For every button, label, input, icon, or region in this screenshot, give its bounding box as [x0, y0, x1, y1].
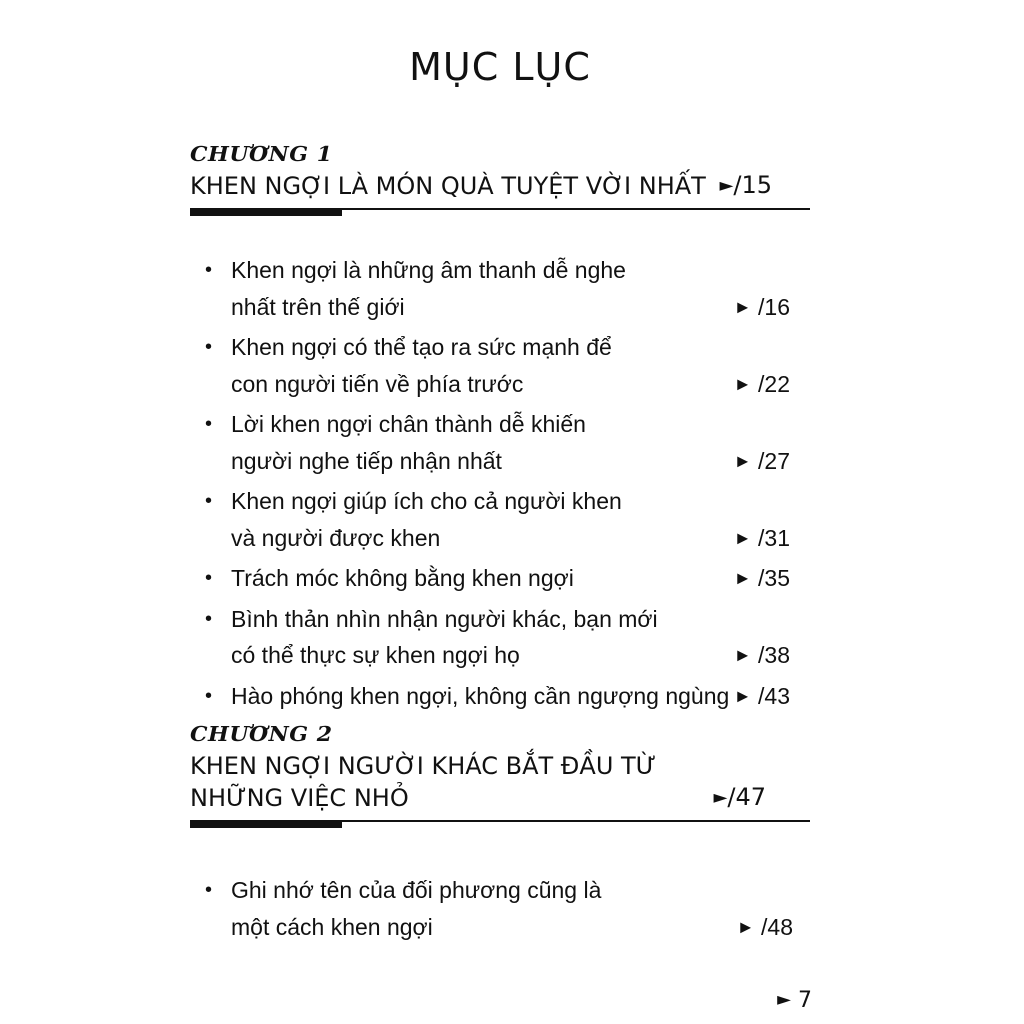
- entry-page-number: /31: [758, 524, 790, 551]
- arrow-right-icon: ►: [736, 916, 755, 937]
- bullet-icon: •: [205, 607, 213, 630]
- chapter-2-entries: [205, 872, 805, 945]
- chapter-title: [190, 170, 810, 202]
- chapter-title: [190, 750, 810, 814]
- toc-entry[interactable]: [205, 329, 805, 402]
- page-number: 7: [798, 988, 812, 1013]
- chapter-title-line: KHEN NGỢI LÀ MÓN QUÀ TUYỆT VỜI NHẤT: [190, 172, 706, 200]
- arrow-right-icon: ►: [733, 685, 752, 706]
- arrow-right-icon: ►: [719, 175, 734, 196]
- chapter-divider: [190, 206, 810, 216]
- chapter-2-heading: [190, 720, 810, 828]
- entry-page-ref: [734, 520, 790, 557]
- bullet-icon: •: [205, 336, 213, 358]
- entry-page-number: /27: [758, 447, 790, 474]
- divider-thick-bar: [190, 208, 342, 216]
- toc-entry[interactable]: [205, 560, 805, 597]
- bullet-icon: •: [205, 413, 213, 435]
- arrow-right-icon: ►: [733, 450, 752, 471]
- chapter-label: CHƯƠNG 1: [190, 141, 333, 167]
- bullet-icon: •: [205, 879, 213, 901]
- entry-text: Khen ngợi giúp ích cho cả người khen và người được khen: [231, 488, 622, 551]
- page-footer: [777, 988, 812, 1013]
- toc-entry[interactable]: [205, 678, 805, 715]
- arrow-right-icon: ►: [713, 787, 728, 808]
- chapter-title-line: KHEN NGỢI NGƯỜI KHÁC BẮT ĐẦU TỪ: [190, 752, 657, 780]
- chapter-page-ref: [720, 169, 772, 202]
- chapter-divider: [190, 818, 810, 828]
- entry-text: Khen ngợi là những âm thanh dễ nghe nhất trên thế giới: [231, 257, 626, 320]
- toc-entry[interactable]: [205, 252, 805, 325]
- entry-text: Lời khen ngợi chân thành dễ khiến người nghe tiếp nhận nhất: [231, 411, 586, 474]
- bullet-icon: •: [205, 567, 213, 589]
- chapter-label: CHƯƠNG 2: [190, 721, 333, 747]
- arrow-right-icon: ►: [733, 645, 752, 665]
- entry-page-ref: [737, 909, 793, 946]
- entry-text: Trách móc không bằng khen ngợi: [231, 565, 574, 591]
- entry-page-number: /38: [758, 642, 790, 668]
- entry-page-ref: [734, 678, 790, 715]
- entry-page-number: /48: [761, 913, 793, 940]
- toc-entry[interactable]: [205, 483, 805, 556]
- arrow-right-icon: ►: [733, 527, 752, 548]
- arrow-right-icon: ►: [777, 989, 791, 1010]
- entry-text: Bình thản nhìn nhận người khác, bạn mới có thể thực sự khen ngợi họ: [231, 605, 658, 668]
- entry-page-number: /16: [758, 293, 790, 320]
- arrow-right-icon: ►: [733, 296, 752, 317]
- entry-text: Ghi nhớ tên của đối phương cũng là một cách khen ngợi: [231, 877, 602, 940]
- toc-entry[interactable]: [205, 406, 805, 479]
- entry-text: Khen ngợi có thể tạo ra sức mạnh để con người tiến về phía trước: [231, 334, 612, 397]
- chapter-page-ref: [714, 781, 766, 814]
- bullet-icon: •: [205, 259, 213, 281]
- bullet-icon: •: [205, 684, 213, 707]
- bullet-icon: •: [205, 490, 213, 512]
- entry-page-number: /22: [758, 370, 790, 397]
- page-title: MỤC LỤC: [409, 45, 591, 90]
- chapter-1-heading: [190, 140, 810, 216]
- entry-page-ref: [734, 637, 790, 674]
- chapter-1-entries: [205, 252, 805, 714]
- toc-entry[interactable]: [205, 872, 805, 945]
- toc-entry[interactable]: [205, 601, 805, 674]
- chapter-page-number: /47: [727, 783, 766, 811]
- entry-page-ref: [734, 443, 790, 480]
- chapter-page-number: /15: [733, 171, 772, 199]
- entry-page-number: /35: [758, 565, 790, 591]
- arrow-right-icon: ►: [733, 373, 752, 394]
- entry-text: Hào phóng khen ngợi, không cần ngượng ngùng: [231, 682, 730, 709]
- entry-page-ref: [734, 289, 790, 326]
- arrow-right-icon: ►: [733, 568, 752, 588]
- divider-thick-bar: [190, 820, 342, 828]
- chapter-title-line: NHỮNG VIỆC NHỎ: [190, 784, 409, 812]
- entry-page-number: /43: [758, 682, 790, 709]
- entry-page-ref: [734, 366, 790, 403]
- entry-page-ref: [734, 560, 790, 597]
